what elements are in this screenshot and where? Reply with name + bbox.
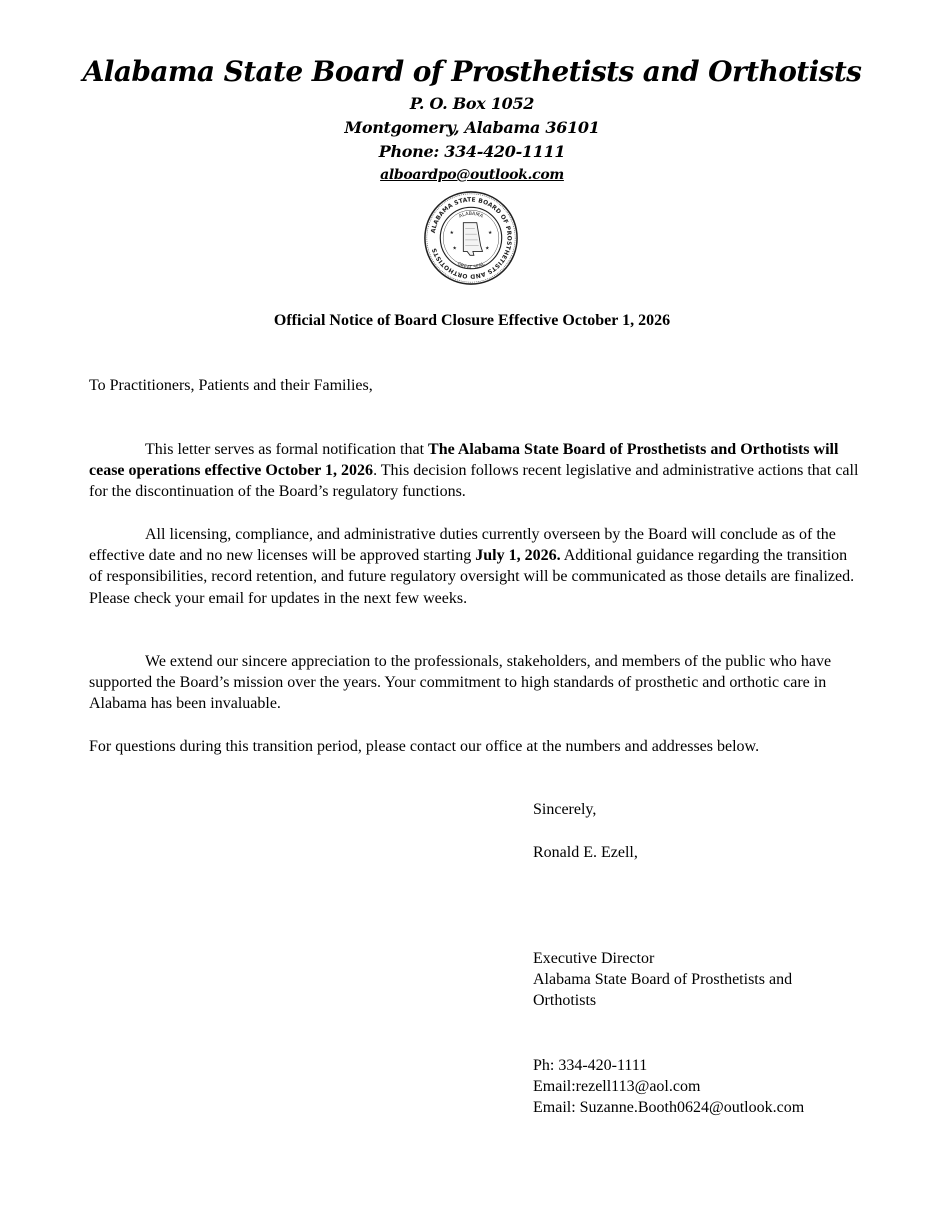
valediction-text: Sincerely,: [533, 801, 597, 818]
paragraph-2-tail: Additional guidance regarding the transition of responsibilities, record retention, and future regulatory oversight will be communicated as those details are finalized. Please check your email for updates in the next few weeks.: [89, 547, 855, 607]
signer-name: Ronald E. Ezell,: [533, 844, 638, 861]
paragraph-1-tail: . This decision follows recent legislative and administrative actions that call for the discontinuation of the Board’s regulatory functions.: [89, 462, 859, 501]
signer-title-block: [533, 948, 792, 1012]
svg-text:★: ★: [488, 231, 493, 237]
paragraph-2-lead: All licensing, compliance, and administrative duties currently overseen by the Board will conclude as of the effective date and no new licenses will be approved starting: [89, 526, 836, 565]
letterhead: [0, 52, 944, 186]
contact-block: [533, 1055, 804, 1119]
letterhead-phone: Phone: 334-420-1111: [378, 142, 566, 161]
paragraph-1-bold: The Alabama State Board of Prosthetists and Orthotists will cease operations effective October 1, 2026: [89, 441, 839, 480]
paragraph-questions: For questions during this transition period, please contact our office at the numbers and addresses below.: [89, 738, 760, 755]
salutation: To Practitioners, Patients and their Families,: [89, 377, 373, 394]
paragraph-formal-notification: [89, 439, 859, 503]
notice-title: Official Notice of Board Closure Effective October 1, 2026: [273, 312, 671, 329]
letterhead-po-box: P. O. Box 1052: [409, 94, 535, 113]
contact-email-2[interactable]: Email: Suzanne.Booth0624@outlook.com: [533, 1099, 805, 1117]
board-seal-icon: [423, 190, 519, 286]
letterhead-email-link[interactable]: alboardpo@outlook.com: [380, 167, 564, 183]
letterhead-city: Montgomery, Alabama 36101: [344, 118, 600, 137]
seal-top-text: ALABAMA: [458, 211, 484, 220]
seal-bottom-text: GREAT SEAL: [456, 261, 486, 271]
contact-email-1[interactable]: Email:rezell113@aol.com: [533, 1078, 701, 1096]
paragraph-appreciation: We extend our sincere appreciation to the professionals, stakeholders, and members of the public who have supported the Board’s mission over the years. Your commitment to high standards of prosthetic and orthotic care in Alabama has been invaluable.: [89, 653, 832, 713]
letterhead-title: Alabama State Board of Prosthetists and Orthotists: [82, 55, 862, 88]
paragraph-licensing-duties: [89, 524, 859, 609]
svg-text:★: ★: [452, 246, 457, 252]
seal-outer-text: ALABAMA STATE BOARD OF PROSTHETISTS AND ORTHOTISTS: [429, 196, 513, 280]
signer-org-line-2: Orthotists: [533, 992, 597, 1010]
paragraph-2-bold: July 1, 2026.: [475, 547, 561, 565]
paragraph-1-lead: This letter serves as formal notification that: [145, 441, 429, 458]
signer-title: Executive Director: [533, 950, 655, 967]
closing-valediction: [533, 799, 596, 820]
svg-text:★: ★: [485, 246, 490, 252]
contact-phone: Ph: 334-420-1111: [533, 1057, 648, 1074]
signer-name-block: [533, 842, 638, 863]
signer-org-line-1: Alabama State Board of Prosthetists and: [533, 971, 793, 989]
svg-text:★: ★: [449, 231, 454, 237]
